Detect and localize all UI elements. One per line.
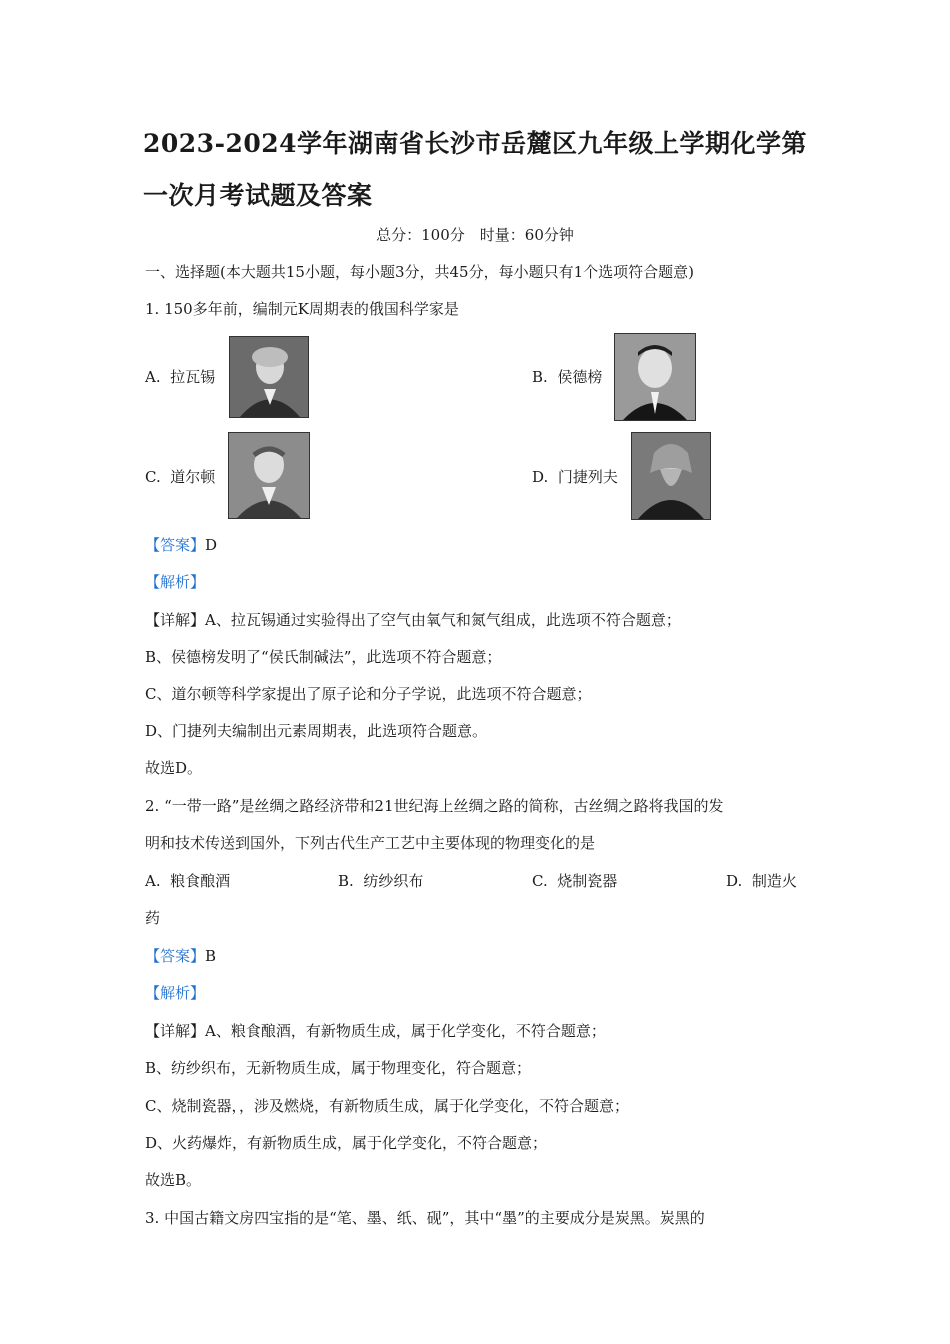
q1-option-d bbox=[532, 467, 618, 487]
document-title: 2023-2024学年湖南省长沙市岳麓区九年级上学期化学第一次月考试题及答案 bbox=[143, 129, 808, 210]
q1-option-a bbox=[145, 367, 215, 387]
q1-detail-4: D、门捷列夫编制出元素周期表，此选项符合题意。 bbox=[145, 722, 488, 740]
option-text: 烧制瓷器 bbox=[557, 872, 618, 890]
option-text: 拉瓦锡 bbox=[170, 368, 216, 386]
option-text: 道尔顿 bbox=[170, 468, 216, 486]
q2-stem-line2: 明和技术传送到国外，下列古代生产工艺中主要体现的物理变化的是 bbox=[145, 834, 596, 852]
q1-option-c bbox=[145, 467, 215, 487]
portrait-mendeleev-image bbox=[631, 432, 711, 520]
option-key: B. bbox=[338, 872, 354, 890]
portrait-hou-debang-image bbox=[614, 333, 696, 421]
option-key: A. bbox=[145, 872, 161, 890]
option-text: 门捷列夫 bbox=[557, 468, 618, 486]
option-key: D. bbox=[532, 468, 549, 486]
q2-detail-2: B、纺纱织布，无新物质生成，属于物理变化，符合题意； bbox=[145, 1059, 532, 1077]
option-text: 粮食酿酒 bbox=[170, 872, 231, 890]
option-key: D. bbox=[726, 872, 743, 890]
q2-detail-4: D、火药爆炸，有新物质生成，属于化学变化，不符合题意； bbox=[145, 1134, 548, 1152]
option-key: C. bbox=[532, 872, 548, 890]
answer-value: B bbox=[205, 947, 217, 965]
answer-label: 【答案】 bbox=[145, 536, 206, 554]
option-key: C. bbox=[145, 468, 161, 486]
option-text: 纺纱织布 bbox=[363, 872, 424, 890]
portrait-lavoisier-image bbox=[229, 336, 309, 418]
portrait-dalton-image bbox=[228, 432, 310, 519]
q1-detail-1: 【详解】A、拉瓦锡通过实验得出了空气由氧气和氮气组成，此选项不符合题意； bbox=[145, 611, 681, 629]
answer-value: D bbox=[205, 536, 218, 554]
q1-detail-2: B、侯德榜发明了“侯氏制碱法”，此选项不符合题意； bbox=[145, 648, 502, 666]
q2-analysis-label: 【解析】 bbox=[145, 984, 206, 1002]
option-text: 侯德榜 bbox=[557, 368, 603, 386]
q2-detail-1: 【详解】A、粮食酿酒，有新物质生成，属于化学变化，不符合题意； bbox=[145, 1022, 606, 1040]
q1-stem: 1. 150多年前，编制元K周期表的俄国科学家是 bbox=[145, 300, 459, 318]
section-heading: 一、选择题(本大题共15小题，每小题3分，共45分，每小题只有1个选项符合题意) bbox=[145, 263, 694, 281]
q2-detail-5: 故选B。 bbox=[145, 1171, 202, 1189]
q1-option-b bbox=[532, 367, 602, 387]
exam-meta: 总分：100分 时量：60分钟 bbox=[376, 226, 574, 244]
q2-option-d bbox=[726, 871, 797, 891]
q2-option-wrap: 药 bbox=[145, 909, 161, 927]
q2-option-c bbox=[532, 871, 617, 891]
q2-option-a bbox=[145, 871, 230, 891]
q2-answer bbox=[145, 946, 216, 966]
q2-stem-line1: 2. “一带一路”是丝绸之路经济带和21世纪海上丝绸之路的简称，古丝绸之路将我国的发 bbox=[145, 797, 724, 815]
q1-analysis-label: 【解析】 bbox=[145, 573, 206, 591]
q2-option-b bbox=[338, 871, 423, 891]
q1-answer bbox=[145, 535, 217, 555]
option-key: B. bbox=[532, 368, 548, 386]
q1-detail-5: 故选D。 bbox=[145, 759, 203, 777]
q3-stem: 3. 中国古籍文房四宝指的是“笔、墨、纸、砚”，其中“墨”的主要成分是炭黑。炭黑的 bbox=[145, 1209, 705, 1227]
option-key: A. bbox=[145, 368, 161, 386]
option-text: 制造火 bbox=[751, 872, 797, 890]
q1-detail-3: C、道尔顿等科学家提出了原子论和分子学说，此选项不符合题意； bbox=[145, 685, 592, 703]
q2-detail-3: C、烧制瓷器，，涉及燃烧，有新物质生成，属于化学变化，不符合题意； bbox=[145, 1097, 629, 1115]
answer-label: 【答案】 bbox=[145, 947, 206, 965]
